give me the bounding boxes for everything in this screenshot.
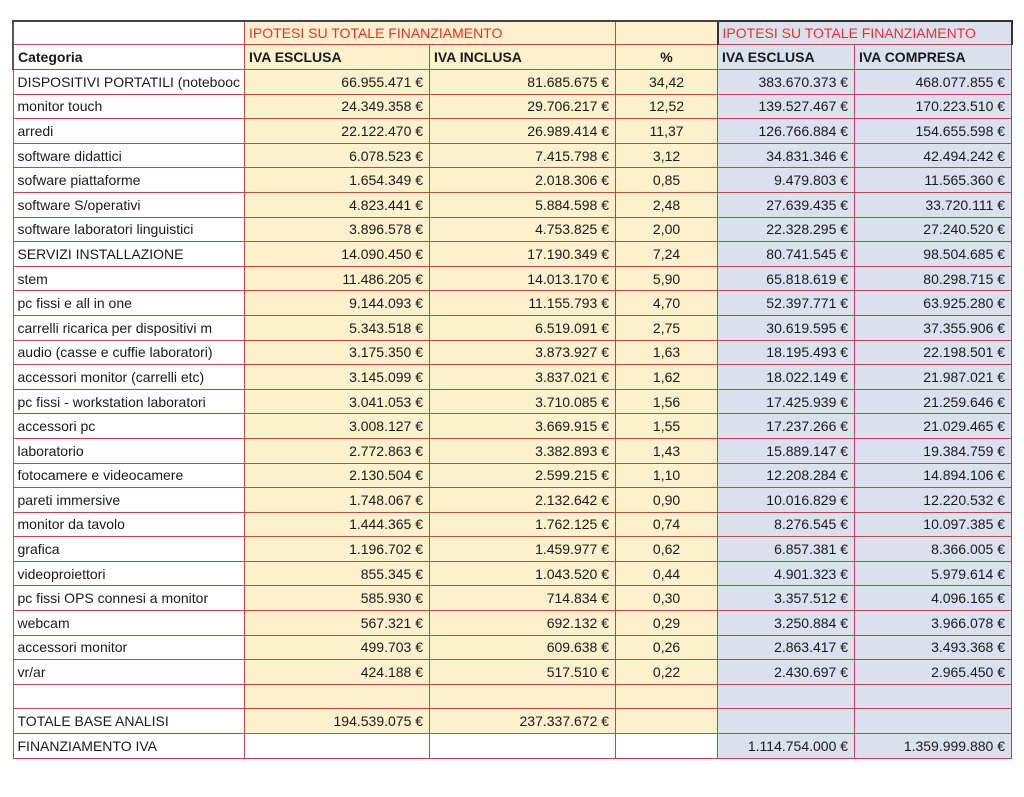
total-iva-compresa-cell[interactable]: 37.355.906 € bbox=[855, 315, 1012, 340]
empty-cell[interactable] bbox=[13, 684, 245, 709]
percent-cell[interactable]: 0,44 bbox=[616, 561, 718, 586]
empty-cell[interactable] bbox=[430, 684, 616, 709]
percent-cell[interactable]: 12,52 bbox=[616, 94, 718, 119]
category-cell[interactable]: vr/ar bbox=[13, 660, 245, 685]
col-header-iva-inclusa[interactable]: IVA INCLUSA bbox=[430, 45, 616, 70]
iva-inclusa-cell[interactable]: 2.599.215 € bbox=[430, 463, 616, 488]
percent-cell[interactable]: 0,74 bbox=[616, 512, 718, 537]
total-iva-compresa-cell[interactable]: 8.366.005 € bbox=[855, 537, 1012, 562]
total-iva-esclusa-cell[interactable]: 18.022.149 € bbox=[718, 365, 855, 390]
category-cell[interactable]: accessori monitor (carrelli etc) bbox=[13, 365, 245, 390]
percent-cell[interactable]: 7,24 bbox=[616, 242, 718, 267]
total-iva-esclusa-cell[interactable]: 2.430.697 € bbox=[718, 660, 855, 685]
empty-cell[interactable] bbox=[245, 684, 430, 709]
iva-esclusa-cell[interactable]: 855.345 € bbox=[245, 561, 430, 586]
col-header-iva-esclusa[interactable]: IVA ESCLUSA bbox=[245, 45, 430, 70]
iva-inclusa-cell[interactable]: 714.834 € bbox=[430, 586, 616, 611]
iva-inclusa-cell[interactable]: 26.989.414 € bbox=[430, 119, 616, 144]
blank-row bbox=[13, 684, 1012, 709]
totale-iva-esclusa[interactable]: 194.539.075 € bbox=[245, 709, 430, 734]
percent-cell[interactable]: 0,22 bbox=[616, 660, 718, 685]
totale-label[interactable]: TOTALE BASE ANALISI bbox=[13, 709, 245, 734]
category-cell[interactable]: arredi bbox=[13, 119, 245, 144]
total-iva-compresa-cell[interactable]: 22.198.501 € bbox=[855, 340, 1012, 365]
total-iva-compresa-cell[interactable]: 11.565.360 € bbox=[855, 168, 1012, 193]
iva-esclusa-cell[interactable]: 6.078.523 € bbox=[245, 143, 430, 168]
iva-inclusa-cell[interactable]: 2.018.306 € bbox=[430, 168, 616, 193]
iva-inclusa-cell[interactable]: 609.638 € bbox=[430, 635, 616, 660]
table-row bbox=[13, 561, 1012, 586]
column-header-row bbox=[13, 45, 1012, 70]
total-iva-esclusa-cell[interactable]: 34.831.346 € bbox=[718, 143, 855, 168]
table-row bbox=[13, 414, 1012, 439]
iva-esclusa-cell[interactable]: 1.654.349 € bbox=[245, 168, 430, 193]
category-cell[interactable]: pc fissi - workstation laboratori bbox=[13, 389, 245, 414]
table-row bbox=[13, 242, 1012, 267]
total-iva-compresa-cell[interactable]: 468.077.855 € bbox=[855, 70, 1012, 95]
iva-inclusa-cell[interactable]: 81.685.675 € bbox=[430, 70, 616, 95]
percent-cell[interactable]: 5,90 bbox=[616, 266, 718, 291]
iva-esclusa-cell[interactable]: 5.343.518 € bbox=[245, 315, 430, 340]
category-cell[interactable]: SERVIZI INSTALLAZIONE bbox=[13, 242, 245, 267]
total-iva-esclusa-cell[interactable]: 30.619.595 € bbox=[718, 315, 855, 340]
total-iva-esclusa-cell[interactable]: 6.857.381 € bbox=[718, 537, 855, 562]
iva-inclusa-cell[interactable]: 1.459.977 € bbox=[430, 537, 616, 562]
total-iva-esclusa-cell[interactable]: 4.901.323 € bbox=[718, 561, 855, 586]
finanziamento-iva-esclusa[interactable]: 1.114.754.000 € bbox=[718, 734, 855, 759]
total-iva-compresa-cell[interactable]: 154.655.598 € bbox=[855, 119, 1012, 144]
empty-cell[interactable] bbox=[13, 21, 245, 45]
total-iva-compresa-cell[interactable]: 3.493.368 € bbox=[855, 635, 1012, 660]
col-header-categoria[interactable]: Categoria bbox=[13, 45, 245, 70]
percent-cell[interactable]: 2,75 bbox=[616, 315, 718, 340]
budget-table bbox=[12, 20, 1013, 759]
total-iva-compresa-cell[interactable]: 3.966.078 € bbox=[855, 611, 1012, 636]
table-row bbox=[13, 340, 1012, 365]
total-iva-esclusa-cell[interactable]: 22.328.295 € bbox=[718, 217, 855, 242]
percent-cell[interactable]: 1,56 bbox=[616, 389, 718, 414]
iva-inclusa-cell[interactable]: 1.762.125 € bbox=[430, 512, 616, 537]
total-iva-compresa-cell[interactable]: 12.220.532 € bbox=[855, 488, 1012, 513]
iva-inclusa-cell[interactable]: 14.013.170 € bbox=[430, 266, 616, 291]
table-row bbox=[13, 168, 1012, 193]
iva-esclusa-cell[interactable]: 3.041.053 € bbox=[245, 389, 430, 414]
total-iva-compresa-cell[interactable]: 21.029.465 € bbox=[855, 414, 1012, 439]
iva-inclusa-cell[interactable]: 2.132.642 € bbox=[430, 488, 616, 513]
category-cell[interactable]: carrelli ricarica per dispositivi m bbox=[13, 315, 245, 340]
category-cell[interactable]: videoproiettori bbox=[13, 561, 245, 586]
total-iva-compresa-cell[interactable]: 21.259.646 € bbox=[855, 389, 1012, 414]
percent-cell[interactable]: 11,37 bbox=[616, 119, 718, 144]
category-cell[interactable]: grafica bbox=[13, 537, 245, 562]
total-iva-compresa-cell[interactable]: 170.223.510 € bbox=[855, 94, 1012, 119]
table-row bbox=[13, 315, 1012, 340]
total-iva-compresa-cell[interactable]: 33.720.111 € bbox=[855, 192, 1012, 217]
table-row bbox=[13, 94, 1012, 119]
iva-inclusa-cell[interactable]: 6.519.091 € bbox=[430, 315, 616, 340]
total-iva-esclusa-cell[interactable]: 139.527.467 € bbox=[718, 94, 855, 119]
iva-inclusa-cell[interactable]: 3.837.021 € bbox=[430, 365, 616, 390]
category-cell[interactable]: software didattici bbox=[13, 143, 245, 168]
iva-esclusa-cell[interactable]: 2.772.863 € bbox=[245, 438, 430, 463]
total-iva-compresa-cell[interactable]: 10.097.385 € bbox=[855, 512, 1012, 537]
totale-iva-inclusa[interactable]: 237.337.672 € bbox=[430, 709, 616, 734]
total-iva-esclusa-cell[interactable]: 15.889.147 € bbox=[718, 438, 855, 463]
total-iva-compresa-cell[interactable]: 63.925.280 € bbox=[855, 291, 1012, 316]
percent-cell[interactable]: 0,62 bbox=[616, 537, 718, 562]
table-row bbox=[13, 217, 1012, 242]
iva-esclusa-cell[interactable]: 424.188 € bbox=[245, 660, 430, 685]
total-iva-esclusa-cell[interactable]: 27.639.435 € bbox=[718, 192, 855, 217]
total-iva-esclusa-cell[interactable]: 10.016.829 € bbox=[718, 488, 855, 513]
table-row bbox=[13, 635, 1012, 660]
iva-inclusa-cell[interactable]: 7.415.798 € bbox=[430, 143, 616, 168]
table-row bbox=[13, 365, 1012, 390]
iva-esclusa-cell[interactable]: 3.175.350 € bbox=[245, 340, 430, 365]
table-row bbox=[13, 119, 1012, 144]
iva-esclusa-cell[interactable]: 1.748.067 € bbox=[245, 488, 430, 513]
total-iva-esclusa-cell[interactable]: 80.741.545 € bbox=[718, 242, 855, 267]
category-cell[interactable]: software laboratori linguistici bbox=[13, 217, 245, 242]
percent-cell[interactable]: 0,85 bbox=[616, 168, 718, 193]
empty-cell[interactable] bbox=[855, 684, 1012, 709]
total-iva-compresa-cell[interactable]: 80.298.715 € bbox=[855, 266, 1012, 291]
iva-esclusa-cell[interactable]: 3.896.578 € bbox=[245, 217, 430, 242]
totale-row bbox=[13, 709, 1012, 734]
table-row bbox=[13, 463, 1012, 488]
category-cell[interactable]: accessori pc bbox=[13, 414, 245, 439]
total-iva-compresa-cell[interactable]: 19.384.759 € bbox=[855, 438, 1012, 463]
group2-title[interactable]: IPOTESI SU TOTALE FINANZIAMENTO bbox=[718, 21, 1012, 45]
total-iva-compresa-cell[interactable]: 42.494.242 € bbox=[855, 143, 1012, 168]
iva-esclusa-cell[interactable]: 66.955.471 € bbox=[245, 70, 430, 95]
empty-cell[interactable] bbox=[718, 684, 855, 709]
percent-cell[interactable]: 1,63 bbox=[616, 340, 718, 365]
total-iva-esclusa-cell[interactable]: 126.766.884 € bbox=[718, 119, 855, 144]
finanziamento-row bbox=[13, 734, 1012, 759]
total-iva-compresa-cell[interactable]: 27.240.520 € bbox=[855, 217, 1012, 242]
percent-cell[interactable]: 2,48 bbox=[616, 192, 718, 217]
iva-esclusa-cell[interactable]: 24.349.358 € bbox=[245, 94, 430, 119]
iva-esclusa-cell[interactable]: 1.196.702 € bbox=[245, 537, 430, 562]
iva-esclusa-cell[interactable]: 22.122.470 € bbox=[245, 119, 430, 144]
percent-cell[interactable]: 0,26 bbox=[616, 635, 718, 660]
category-cell[interactable]: pc fissi e all in one bbox=[13, 291, 245, 316]
empty-cell[interactable] bbox=[430, 734, 616, 759]
col-header-iva-esclusa-total[interactable]: IVA ESCLUSA bbox=[718, 45, 855, 70]
iva-inclusa-cell[interactable]: 3.669.915 € bbox=[430, 414, 616, 439]
category-cell[interactable]: monitor touch bbox=[13, 94, 245, 119]
category-cell[interactable]: DISPOSITIVI PORTATILI (notebooc bbox=[13, 70, 245, 95]
iva-inclusa-cell[interactable]: 4.753.825 € bbox=[430, 217, 616, 242]
total-iva-esclusa-cell[interactable]: 65.818.619 € bbox=[718, 266, 855, 291]
iva-inclusa-cell[interactable]: 5.884.598 € bbox=[430, 192, 616, 217]
category-cell[interactable]: pareti immersive bbox=[13, 488, 245, 513]
col-header-iva-compresa-total[interactable]: IVA COMPRESA bbox=[855, 45, 1012, 70]
total-iva-esclusa-cell[interactable]: 8.276.545 € bbox=[718, 512, 855, 537]
percent-cell[interactable]: 0,29 bbox=[616, 611, 718, 636]
iva-esclusa-cell[interactable]: 3.145.099 € bbox=[245, 365, 430, 390]
percent-cell[interactable]: 1,10 bbox=[616, 463, 718, 488]
iva-inclusa-cell[interactable]: 692.132 € bbox=[430, 611, 616, 636]
percent-cell[interactable]: 3,12 bbox=[616, 143, 718, 168]
category-cell[interactable]: monitor da tavolo bbox=[13, 512, 245, 537]
category-cell[interactable]: pc fissi OPS connesi a monitor bbox=[13, 586, 245, 611]
percent-cell[interactable]: 4,70 bbox=[616, 291, 718, 316]
total-iva-compresa-cell[interactable]: 5.979.614 € bbox=[855, 561, 1012, 586]
total-iva-esclusa-cell[interactable]: 52.397.771 € bbox=[718, 291, 855, 316]
table-row bbox=[13, 586, 1012, 611]
category-cell[interactable]: webcam bbox=[13, 611, 245, 636]
empty-cell[interactable] bbox=[855, 709, 1012, 734]
category-cell[interactable]: accessori monitor bbox=[13, 635, 245, 660]
table-row bbox=[13, 192, 1012, 217]
group-header-row bbox=[13, 21, 1012, 45]
iva-esclusa-cell[interactable]: 3.008.127 € bbox=[245, 414, 430, 439]
iva-inclusa-cell[interactable]: 3.873.927 € bbox=[430, 340, 616, 365]
iva-inclusa-cell[interactable]: 17.190.349 € bbox=[430, 242, 616, 267]
iva-esclusa-cell[interactable]: 14.090.450 € bbox=[245, 242, 430, 267]
percent-cell[interactable]: 1,62 bbox=[616, 365, 718, 390]
table-row bbox=[13, 266, 1012, 291]
iva-esclusa-cell[interactable]: 567.321 € bbox=[245, 611, 430, 636]
iva-inclusa-cell[interactable]: 3.382.893 € bbox=[430, 438, 616, 463]
total-iva-esclusa-cell[interactable]: 3.357.512 € bbox=[718, 586, 855, 611]
total-iva-esclusa-cell[interactable]: 3.250.884 € bbox=[718, 611, 855, 636]
table-row bbox=[13, 291, 1012, 316]
iva-inclusa-cell[interactable]: 1.043.520 € bbox=[430, 561, 616, 586]
finanziamento-iva-compresa[interactable]: 1.359.999.880 € bbox=[855, 734, 1012, 759]
table-row bbox=[13, 438, 1012, 463]
table-row bbox=[13, 512, 1012, 537]
empty-cell[interactable] bbox=[616, 684, 718, 709]
iva-esclusa-cell[interactable]: 1.444.365 € bbox=[245, 512, 430, 537]
percent-cell[interactable]: 34,42 bbox=[616, 70, 718, 95]
category-cell[interactable]: laboratorio bbox=[13, 438, 245, 463]
percent-cell[interactable]: 0,30 bbox=[616, 586, 718, 611]
percent-cell[interactable]: 2,00 bbox=[616, 217, 718, 242]
iva-esclusa-cell[interactable]: 585.930 € bbox=[245, 586, 430, 611]
iva-esclusa-cell[interactable]: 2.130.504 € bbox=[245, 463, 430, 488]
iva-inclusa-cell[interactable]: 11.155.793 € bbox=[430, 291, 616, 316]
total-iva-esclusa-cell[interactable]: 9.479.803 € bbox=[718, 168, 855, 193]
category-cell[interactable]: stem bbox=[13, 266, 245, 291]
col-header-percent[interactable]: % bbox=[616, 45, 718, 70]
total-iva-esclusa-cell[interactable]: 18.195.493 € bbox=[718, 340, 855, 365]
percent-cell[interactable]: 1,55 bbox=[616, 414, 718, 439]
total-iva-esclusa-cell[interactable]: 17.237.266 € bbox=[718, 414, 855, 439]
category-cell[interactable]: software S/operativi bbox=[13, 192, 245, 217]
iva-inclusa-cell[interactable]: 3.710.085 € bbox=[430, 389, 616, 414]
iva-inclusa-cell[interactable]: 29.706.217 € bbox=[430, 94, 616, 119]
category-cell[interactable]: audio (casse e cuffie laboratori) bbox=[13, 340, 245, 365]
iva-esclusa-cell[interactable]: 11.486.205 € bbox=[245, 266, 430, 291]
iva-esclusa-cell[interactable]: 4.823.441 € bbox=[245, 192, 430, 217]
table-row bbox=[13, 70, 1012, 95]
total-iva-compresa-cell[interactable]: 4.096.165 € bbox=[855, 586, 1012, 611]
empty-cell[interactable] bbox=[616, 21, 718, 45]
table-row bbox=[13, 611, 1012, 636]
table-row bbox=[13, 660, 1012, 685]
percent-cell[interactable]: 1,43 bbox=[616, 438, 718, 463]
total-iva-compresa-cell[interactable]: 14.894.106 € bbox=[855, 463, 1012, 488]
table-row bbox=[13, 537, 1012, 562]
total-iva-compresa-cell[interactable]: 98.504.685 € bbox=[855, 242, 1012, 267]
group1-title[interactable]: IPOTESI SU TOTALE FINANZIAMENTO bbox=[245, 21, 616, 45]
empty-cell[interactable] bbox=[616, 734, 718, 759]
total-iva-esclusa-cell[interactable]: 383.670.373 € bbox=[718, 70, 855, 95]
table-row bbox=[13, 143, 1012, 168]
empty-cell[interactable] bbox=[616, 709, 718, 734]
total-iva-esclusa-cell[interactable]: 2.863.417 € bbox=[718, 635, 855, 660]
category-cell[interactable]: fotocamere e videocamere bbox=[13, 463, 245, 488]
table-row bbox=[13, 488, 1012, 513]
empty-cell[interactable] bbox=[718, 709, 855, 734]
finanziamento-label[interactable]: FINANZIAMENTO IVA bbox=[13, 734, 245, 759]
iva-esclusa-cell[interactable]: 499.703 € bbox=[245, 635, 430, 660]
category-cell[interactable]: sofware piattaforme bbox=[13, 168, 245, 193]
empty-cell[interactable] bbox=[245, 734, 430, 759]
total-iva-compresa-cell[interactable]: 21.987.021 € bbox=[855, 365, 1012, 390]
iva-inclusa-cell[interactable]: 517.510 € bbox=[430, 660, 616, 685]
percent-cell[interactable]: 0,90 bbox=[616, 488, 718, 513]
table-row bbox=[13, 389, 1012, 414]
total-iva-compresa-cell[interactable]: 2.965.450 € bbox=[855, 660, 1012, 685]
total-iva-esclusa-cell[interactable]: 12.208.284 € bbox=[718, 463, 855, 488]
iva-esclusa-cell[interactable]: 9.144.093 € bbox=[245, 291, 430, 316]
total-iva-esclusa-cell[interactable]: 17.425.939 € bbox=[718, 389, 855, 414]
